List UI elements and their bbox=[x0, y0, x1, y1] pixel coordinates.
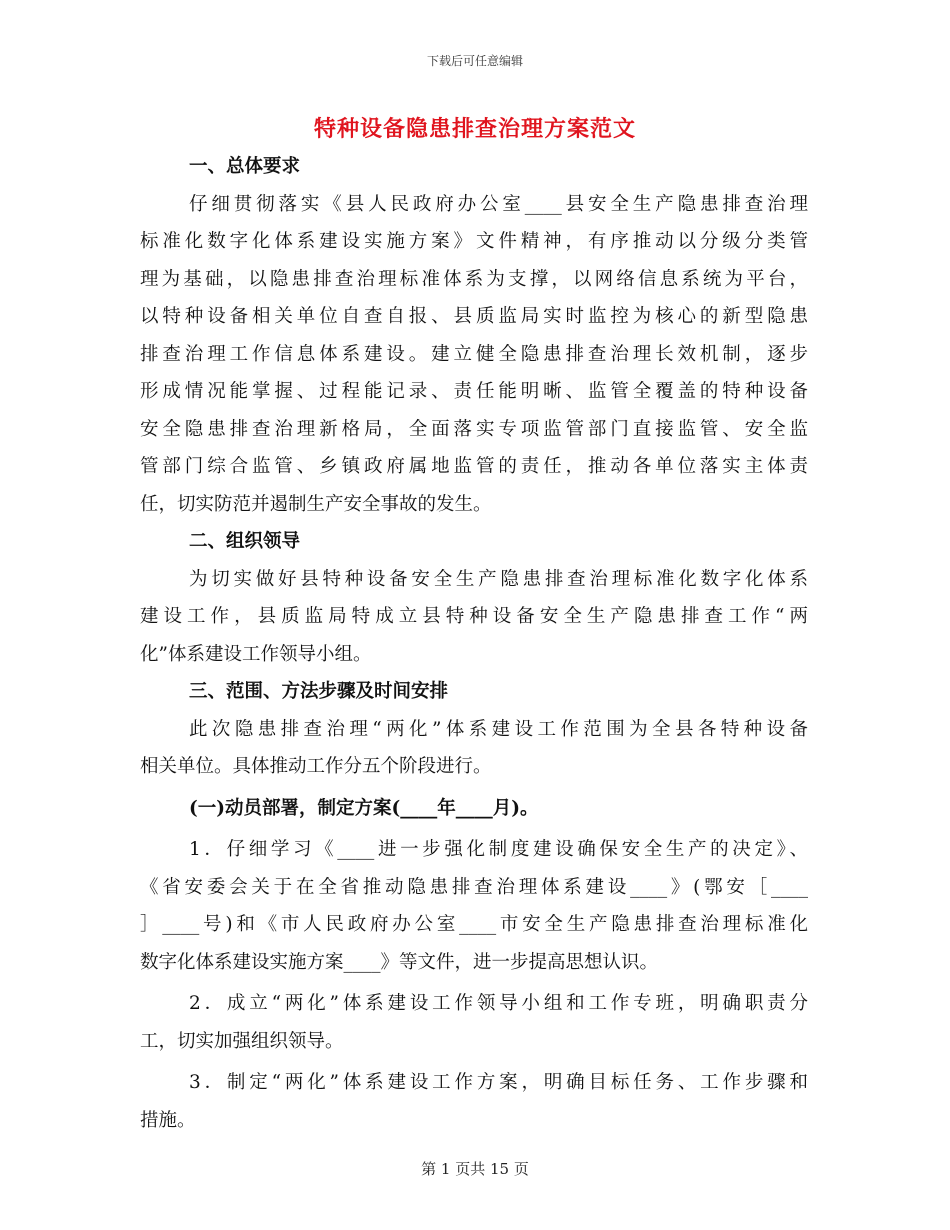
paragraph-line: 形成情况能掌握、过程能记录、责任能明晰、监管全覆盖的特种设备 bbox=[140, 381, 808, 402]
paragraph-line: 化”体系建设工作领导小组。 bbox=[140, 643, 372, 665]
document-body bbox=[140, 148, 808, 1139]
paragraph-line: 建设工作，县质监局特成立县特种设备安全生产隐患排查工作“两 bbox=[140, 606, 808, 627]
paragraph-line: 理为基础，以隐患排查治理标准体系为支撑，以网络信息系统为平台， bbox=[140, 268, 808, 290]
paragraph-line: 为切实做好县特种设备安全生产隐患排查治理标准化数字化体系 bbox=[189, 568, 808, 590]
paragraph-line: 此次隐患排查治理“两化”体系建设工作范围为全县各特种设备 bbox=[189, 718, 808, 740]
paragraph-line: 2．成立“两化”体系建设工作领导小组和工作专班，明确职责分 bbox=[189, 993, 808, 1014]
section-heading: 三、范围、方法步骤及时间安排 bbox=[189, 681, 449, 702]
paragraph-line: ］____号)和《市人民政府办公室____市安全生产隐患排查治理标准化 bbox=[140, 914, 808, 935]
paragraph-line: 排查治理工作信息体系建设。建立健全隐患排查治理长效机制，逐步 bbox=[140, 343, 808, 365]
paragraph-line: 管部门综合监管、乡镇政府属地监管的责任，推动各单位落实主体责 bbox=[140, 456, 808, 477]
document-title: 特种设备隐患排查治理方案范文 bbox=[313, 116, 636, 142]
paragraph-line: 《省安委会关于在全省推动隐患排查治理体系建设____》(鄂安［____ bbox=[140, 876, 808, 898]
paragraph-line: 以特种设备相关单位自查自报、县质监局实时监控为核心的新型隐患 bbox=[140, 306, 808, 327]
paragraph-line: 3．制定“两化”体系建设工作方案，明确目标任务、工作步骤和 bbox=[189, 1072, 808, 1093]
paragraph-line: 标准化数字化体系建设实施方案》文件精神，有序推动以分级分类管 bbox=[140, 231, 808, 252]
paragraph-line: 相关单位。具体推动工作分五个阶段进行。 bbox=[140, 756, 492, 777]
paragraph-line: 任，切实防范并遏制生产安全事故的发生。 bbox=[140, 493, 492, 515]
paragraph-line: 安全隐患排查治理新格局，全面落实专项监管部门直接监管、安全监 bbox=[140, 418, 808, 440]
paragraph-line: 工，切实加强组织领导。 bbox=[140, 1030, 344, 1052]
paragraph-line: 措施。 bbox=[140, 1109, 196, 1131]
paragraph-line: 数字化体系建设实施方案____》等文件，进一步提高思想认识。 bbox=[140, 951, 659, 973]
paragraph-line: 仔细贯彻落实《县人民政府办公室____县安全生产隐患排查治理 bbox=[189, 193, 808, 215]
section-heading: (一)动员部署，制定方案(____年____月)。 bbox=[189, 797, 539, 819]
section-heading: 二、组织领导 bbox=[189, 531, 301, 552]
page-header-note: 下载后可任意编辑 bbox=[426, 54, 523, 68]
paragraph-line: 1．仔细学习《____进一步强化制度建设确保安全生产的决定》、 bbox=[189, 839, 808, 860]
section-heading: 一、总体要求 bbox=[189, 156, 301, 177]
page-footer: 第 1 页共 15 页 bbox=[421, 1160, 529, 1178]
